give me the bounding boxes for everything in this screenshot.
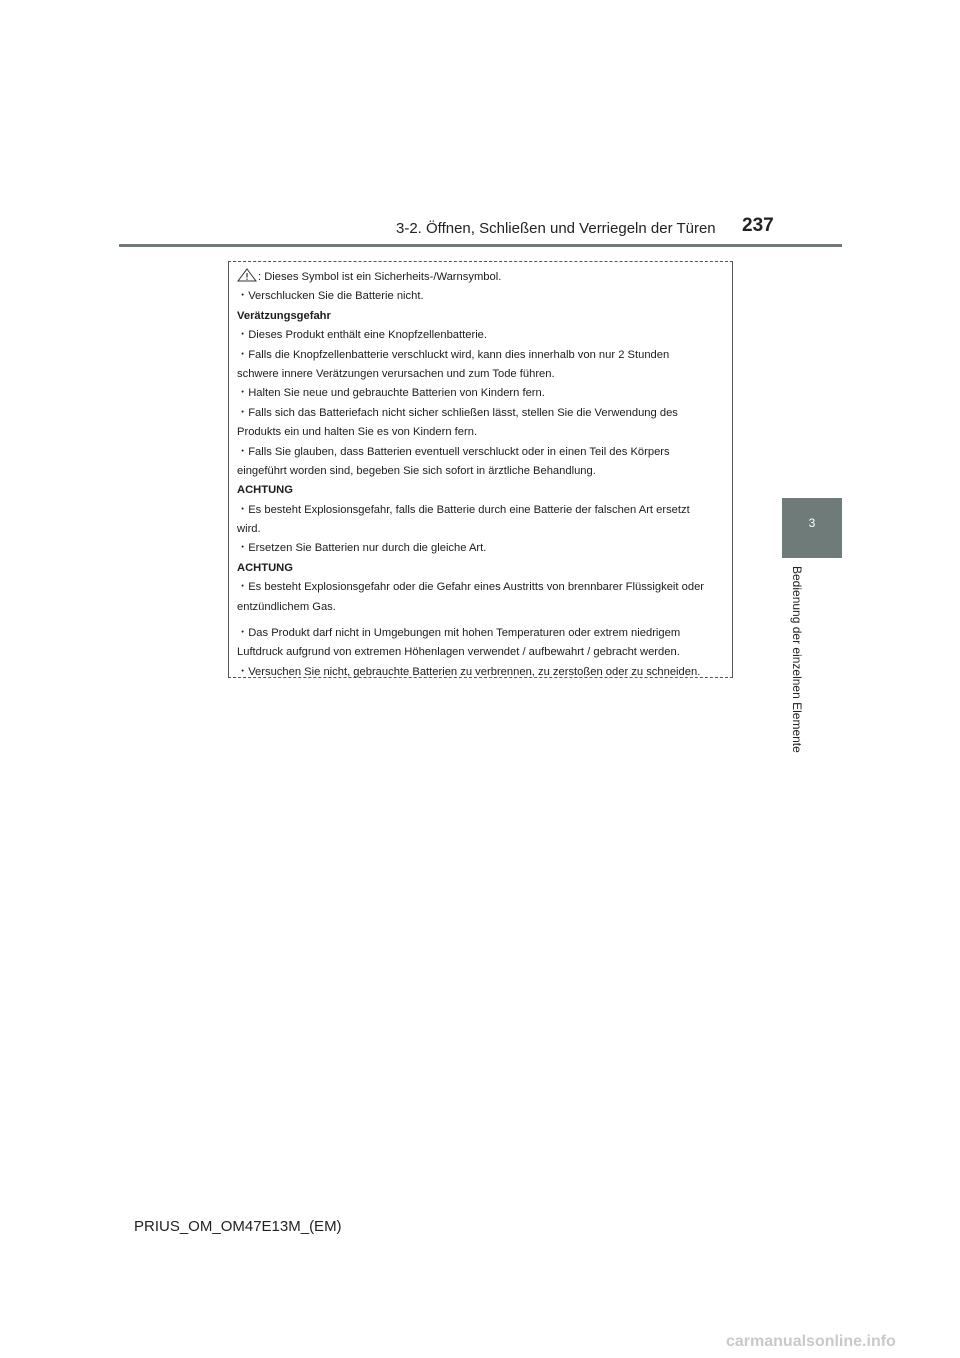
notice-line: ・Versuchen Sie nicht, gebrauchte Batterien zu verbrennen, zu zerstoßen oder zu schneiden. — [237, 665, 701, 678]
notice-line: ・Falls Sie glauben, dass Batterien eventuell verschluckt oder in einen Teil des Körpers — [237, 445, 670, 458]
section-title: 3-2. Öffnen, Schließen und Verriegeln der Türen — [396, 220, 716, 237]
notice-line: Produkts ein und halten Sie es von Kindern fern. — [237, 426, 478, 439]
symbol-explanation: : Dieses Symbol ist ein Sicherheits-/Warnsymbol. — [258, 271, 502, 283]
notice-line: entzündlichem Gas. — [237, 600, 336, 613]
notice-line: ・Es besteht Explosionsgefahr, falls die Batterie durch eine Batterie der falschen Art ersetzt — [237, 503, 690, 516]
header-divider — [119, 244, 842, 247]
battery-warning-notice — [228, 261, 733, 678]
notice-line: ・Dieses Produkt enthält eine Knopfzellenbatterie. — [237, 329, 488, 342]
page-header — [0, 0, 960, 250]
notice-line: ・Falls die Knopfzellenbatterie verschluckt wird, kann dies innerhalb von nur 2 Stunden — [237, 348, 670, 361]
notice-line: eingeführt worden sind, begeben Sie sich sofort in ärztliche Behandlung. — [237, 464, 596, 477]
notice-line: Luftdruck aufgrund von extremen Höhenlagen verwendet / aufbewahrt / gebracht werden. — [237, 646, 680, 659]
notice-heading: Verätzungsgefahr — [237, 309, 331, 322]
notice-line — [237, 268, 726, 287]
chapter-tab — [782, 498, 842, 558]
notice-line: ・Verschlucken Sie die Batterie nicht. — [237, 290, 424, 303]
notice-heading: ACHTUNG — [237, 484, 293, 497]
notice-line: ・Das Produkt darf nicht in Umgebungen mit hohen Temperaturen oder extrem niedrigem — [237, 627, 681, 640]
watermark: carmanualsonline.info — [726, 1333, 896, 1350]
notice-line: ・Falls sich das Batteriefach nicht sicher schließen lässt, stellen Sie die Verwendung des — [237, 406, 678, 419]
warning-triangle-icon — [237, 268, 257, 282]
notice-line: schwere innere Verätzungen verursachen und zum Tode führen. — [237, 367, 555, 380]
notice-line: ・Halten Sie neue und gebrauchte Batterien von Kindern fern. — [237, 387, 545, 400]
chapter-number: 3 — [808, 516, 816, 530]
document-id: PRIUS_OM_OM47E13M_(EM) — [134, 1218, 342, 1235]
notice-heading: ACHTUNG — [237, 561, 293, 574]
notice-line: ・Es besteht Explosionsgefahr oder die Gefahr eines Austritts von brennbarer Flüssigkeit oder — [237, 581, 705, 594]
chapter-title: Bedienung der einzelnen Elemente — [790, 566, 804, 753]
notice-line: wird. — [237, 523, 261, 536]
page-number: 237 — [742, 215, 774, 236]
notice-line: ・Ersetzen Sie Batterien nur durch die gleiche Art. — [237, 542, 487, 555]
